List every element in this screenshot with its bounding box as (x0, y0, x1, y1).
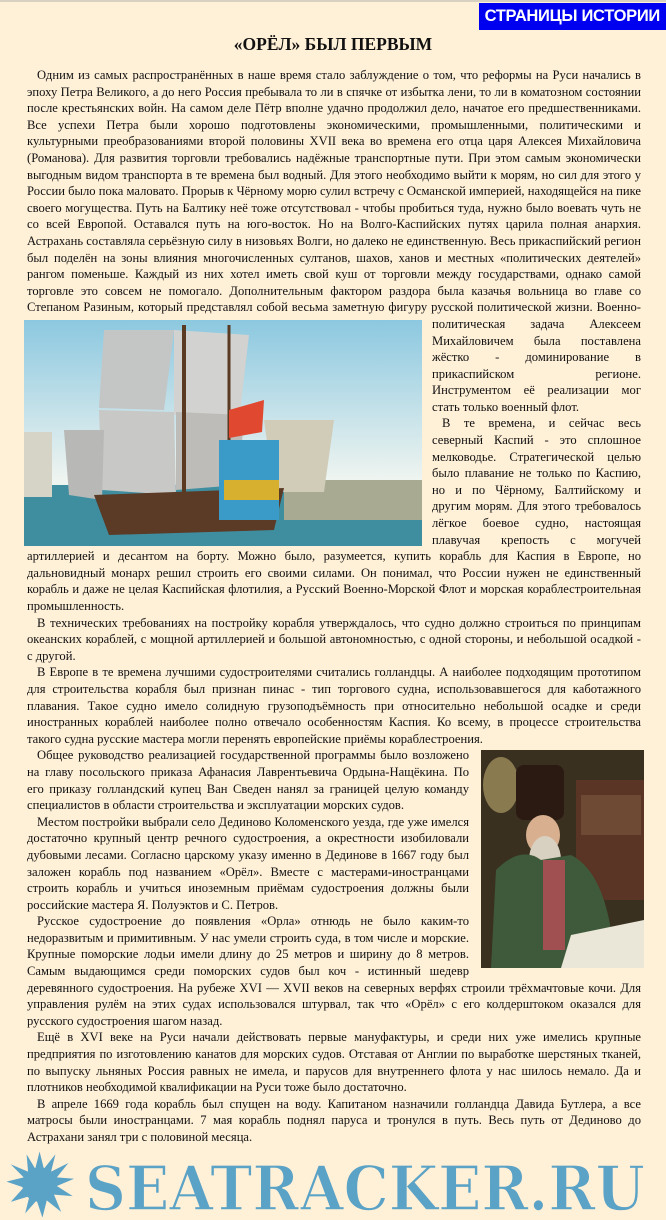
paragraph: В технических требованиях на постройку корабля утверждалось, что судно должно строиться по принципам океанских кораблей, с мощной артиллерией и большой автономностью, с одной стороны, и небольшой осадкой - с другой. (27, 615, 641, 663)
paragraph: В Европе в те времена лучшими судостроителями считались голландцы. А наиболее подходящим прототипом для строительства корабля был признан пинас - тип торгового судна, использовавшегося для каботажного плавания. Такое судно имело солидную грузоподъёмность при относительно небольшой осадке и среди иностранных кораблей наиболее полно отвечало особенностям Каспия. Ко всему, в процессе строительства такого судна русские мастера могли перенять европейские приёмы кораблестроения. (27, 665, 641, 746)
ship-painting-image (24, 320, 422, 546)
paragraph-text: Одним из самых распространённых в наше время стало заблуждение о том, что реформы на Руси начались в эпоху Петра Великого, а до него Россия пребывала то ли в спячке от избытка лени, то ли в коматозном состоянии после крестьянских войн. На самом деле Пётр вполне удачно продолжил дело, начатое его предшественниками. Все успехи Петра были хорошо подготовлены экономическими, промышленными, политическими и культурными преобразованиями второй половины XVII века во времена его отца царя Алексея Михайловича (Романова). Для развития торговли требовались надёжные транспортные пути. При этом самым экономически выгодным видом транспорта в те времена был водный. Для этого необходимо выйти к морям, но сил для этого у России было пока маловато. Прорыв к Чёрному морю сулил встречу с Османской империей, находящейся на пике своего могущества. Путь на Балтику неё тоже отсутствовал - чтобы пробиться туда, нужно было воевать чуть не со всей Европой. Оставался путь на юго-восток. Но на Волго-Каспийских путях царила полная анархия. Астрахань составляла серьёзную силу в низовьях Волги, но далеко не единственную. Весь прикаспийский регион был поделён на зоны влияния многочисленных султанов, шахов, ханов и местных «политических деятелей» рангом поменьше. Каждый из них хотел иметь свой куш от торговли между государствами, однако самой торговле это совсем не помогало. Дополнительным фактором раздора была казачья вольница во главе со Степаном Разиным, который представлял (27, 68, 641, 315)
watermark-logo (0, 1150, 666, 1220)
article-body (27, 0, 641, 1146)
paragraph-text: собой весьма заметную фигуру русской политической жизни. Военно-политическая задача Алексеем Михайловичем была поставлена жёстко - доминирование в прикаспийском регионе. Инструментом её реализации мог стать только военный флот. (256, 300, 642, 414)
paragraph: В апреле 1669 года корабль был спущен на воду. Капитаном назначили голландца Давида Бутлера, а все матросы были иностранцами. 7 мая корабль поднял паруса и тронулся в путь. Весь путь от Дединово до Астрахани занял три с половиной месяца. (27, 1096, 641, 1144)
paragraph: Общее руководство реализацией государственной программы было возложено на главу посольского приказа Афанасия Лаврентьевича Ордына-Нащёкина. По его приказу голландский купец Ван Сведен нанял за границей целую команду специалистов в области строительства и эксплуатации морских судов. (27, 748, 469, 813)
section-tag[interactable]: СТРАНИЦЫ ИСТОРИИ (479, 3, 666, 30)
portrait-painting-image (481, 750, 644, 968)
article-title: «ОРЁЛ» БЫЛ ПЕРВЫМ (233, 34, 433, 54)
paragraph: В те времена, и сейчас весь северный Каспий - это сплошное мелководье. Стратегической целью было плавание не только по Каспию, но и по Чёрному, Балтийскому и другим морям. Для этого требовалось лёгкое боевое судно, настоящая плавучая крепость с могучей артиллерией и десантом на борту. Можно было, разумеется, купить корабль для Каспия в Европе, но дальновидный монарх решил строить его своими силами. Он понимал, что России нужен не единственный корабль и даже не целая Каспийская флотилия, а Русский Военно-Морской Флот и морская кораблестроительная промышленность. (27, 416, 641, 613)
watermark-text: SEATRACKER.RU (85, 1151, 645, 1220)
paragraph: Русское судостроение до появления «Орла» отнюдь не было каким-то недоразвитым и примитивным. У нас умели строить суда, в том числе и морские. Крупные поморские лодьи имели длину до 25 метров и ширину до 8 метров. Самым выдающимся среди поморских судов был коч - истинный шедевр деревянного судостроения. На рубеже XVI — XVII веков на северных верфях строили трёхмачтовые кочи. Для управления рулём на этих судах использовался штурвал, так что «Орёл» с его колдерштоком оказался для русского судостроения шагом назад. (27, 914, 641, 1028)
paragraph: Местом постройки выбрали село Дединово Коломенского уезда, где уже имелся достаточно крупный центр речного судостроения, а окрестности изобиловали дубовыми лесами. Согласно царскому указу именно в Дединове в 1667 году был заложен корабль под названием «Орёл». Вместе с мастерами-иностранцами строить корабль и учиться иноземным приёмам судостроения должны были российские мастера Я. Полуэктов и С. Петров. (27, 814, 469, 912)
paragraph: Ещё в XVI веке на Руси начали действовать первые мануфактуры, и среди них уже имелись крупные предприятия по изготовлению канатов для морских судов. Отставая от Англии по выработке шерстяных тканей, по выпуску льняных Россия равных не имела, и парусов для внутреннего флота у нас шилось немало. Да и плотников необходимой квалификации на Руси тоже было достаточно. (27, 1030, 641, 1095)
paragraph (27, 67, 641, 415)
sun-icon (6, 1151, 74, 1217)
